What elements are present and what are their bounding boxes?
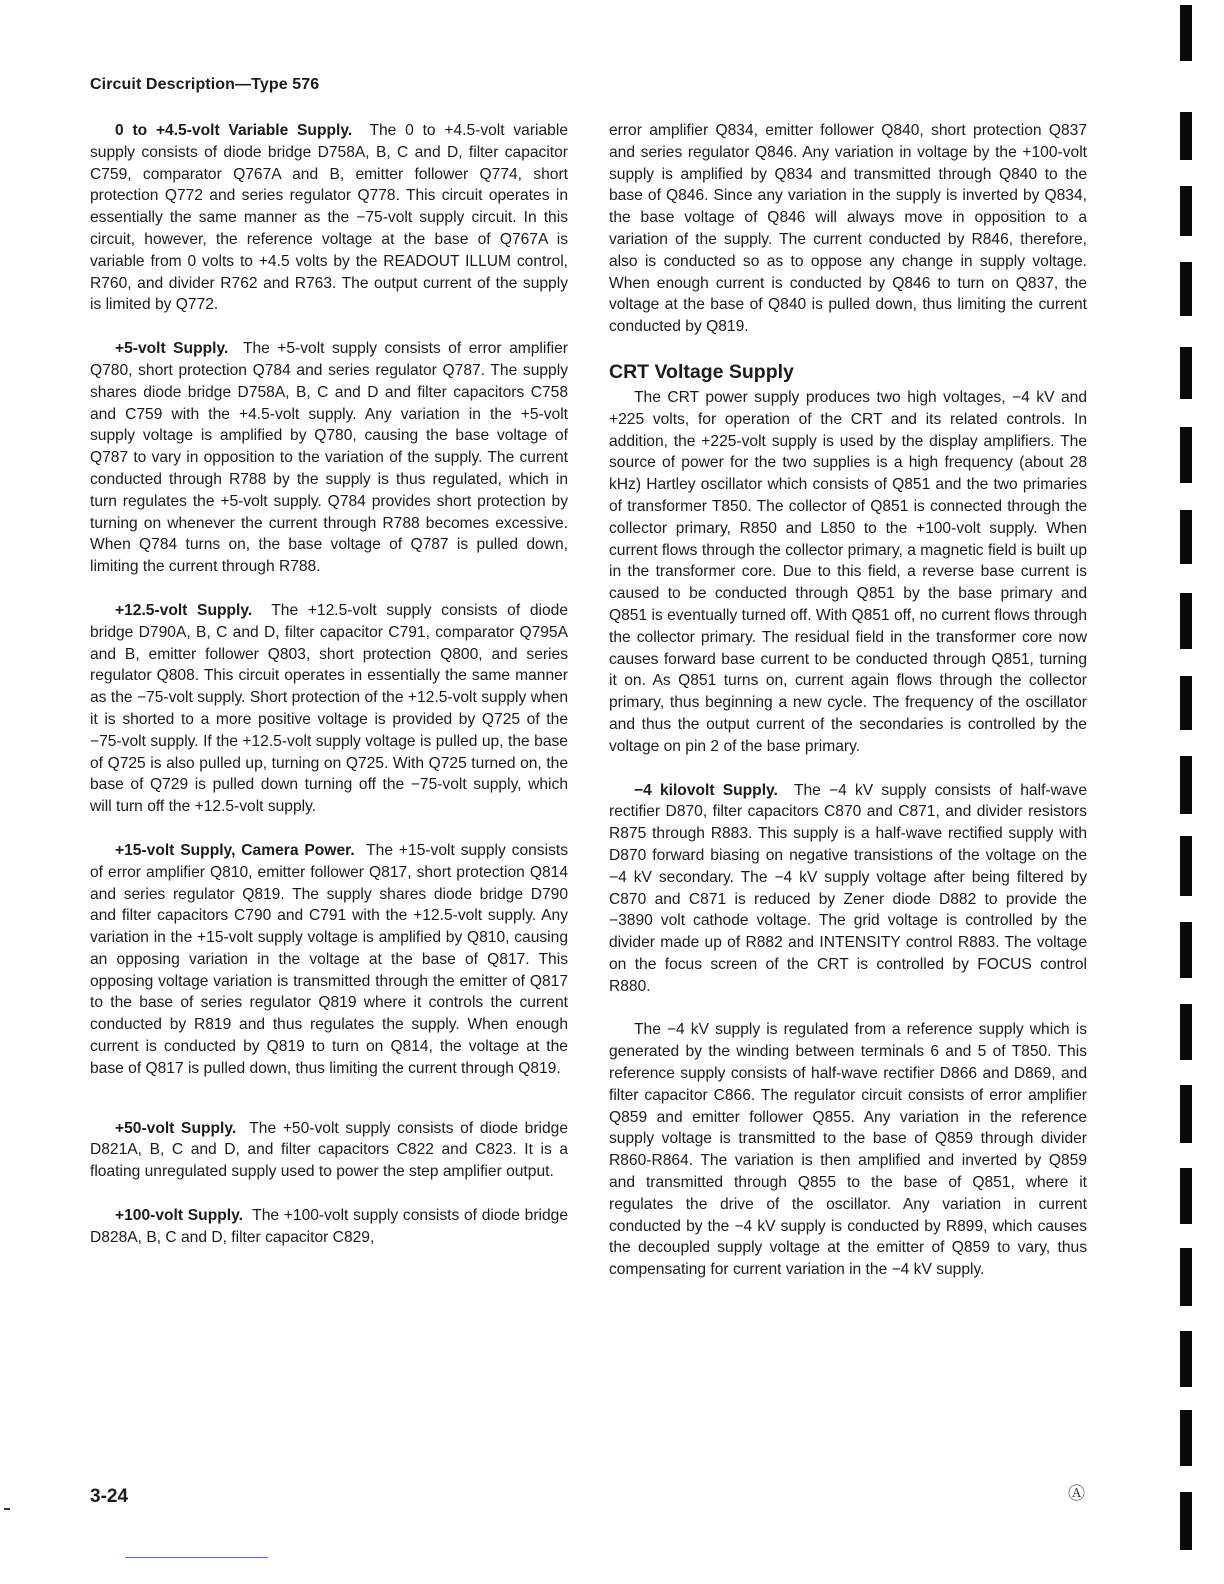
edge-index-bar: [1180, 676, 1192, 730]
edge-index-bar: [1180, 112, 1192, 160]
paragraph-lead: +12.5-volt Supply.: [115, 601, 253, 619]
paragraph-50v-supply: [90, 1118, 568, 1183]
paragraph-lead: +100-volt Supply.: [115, 1207, 243, 1225]
paragraph-text: The +5-volt supply consists of error amplifier Q780, short protection Q784 and series regulator Q787. The supply shares diode bridge D758A, B, C and D and filter capacitors C758 and C759 with the +4.5-volt supply. Any variation in the +5-volt supply voltage is amplified by Q780, causing the base voltage of Q787 to vary in opposition to the variation of the supply. The current conducted through R788 by the supply is thus regulated, which in turn regulates the +5-volt supply. Q784 provides short protection by turning on whenever the current through R788 becomes excessive. When Q784 turns on, the base voltage of Q787 is pulled down, limiting the current through R788.: [90, 340, 568, 576]
edge-index-bar: [1180, 1004, 1192, 1060]
left-column: [90, 120, 568, 1249]
paragraph-lead: −4 kilovolt Supply.: [634, 781, 778, 799]
paragraph-crt-supply: The CRT power supply produces two high voltages, −4 kV and +225 volts, for operation of the CRT and its related controls. In addition, the +225-volt supply is used by the display amplifiers. The source of power for the two supplies is a high frequency (about 28 kHz) Hartley oscillator which consists of Q851 and the two primaries of transformer T850. The collector of Q851 is connected through the collector primary, R850 and L850 to the +100-volt supply. When current flows through the collector primary, a magnetic field is built up in the transformer core. Due to this field, a reverse base current is caused to be conducted through Q851 by the base primary and Q851 is eventually turned off. With Q851 off, no current flows through the collector primary. The residual field in the transformer core now causes forward base current to be conducted through Q851, turning it on. As Q851 turns on, current again flows through the collector primary, thus beginning a new cycle. The frequency of the oscillator and thus the output current of the secondaries is controlled by the voltage on pin 2 of the base primary.: [609, 388, 1087, 755]
edge-index-bar: [1180, 1410, 1192, 1466]
edge-index-bar: [1180, 836, 1192, 896]
edge-index-bar: [1180, 5, 1192, 61]
paragraph-12-5v-supply: [90, 600, 568, 818]
paragraph-100v-continued: error amplifier Q834, emitter follower Q840, short protection Q837 and series regulator Q846. Any variation in voltage by the +100-volt supply is amplified by Q834 and transmitted through Q840 to the base of Q846. Since any variation in the supply is inverted by Q834, the base voltage of Q846 will always move in opposition to a variation of the supply. The current conducted by R846, therefore, also is conducted so as to oppose any change in supply voltage. When enough current is conducted by Q846 to turn on Q837, the voltage at the base of Q840 is pulled down, thus limiting the current conducted by Q819.: [609, 122, 1087, 336]
right-column: [609, 120, 1087, 1281]
paragraph-text: The 0 to +4.5-volt variable supply consists of diode bridge D758A, B, C and D, filter capacitor C759, comparator Q767A and B, emitter follower Q774, short protection Q772 and series regulator Q778. This circuit operates in essentially the same manner as the −75-volt supply circuit. In this circuit, however, the reference voltage at the base of Q767A is variable from 0 volts to +4.5 volts by the READOUT ILLUM control, R760, and divider R762 and R763. The output current of the supply is limited by Q772.: [90, 122, 568, 314]
footer-rule: [125, 1557, 268, 1558]
paragraph-lead: +50-volt Supply.: [115, 1119, 237, 1137]
edge-index-bar: [1180, 1248, 1192, 1306]
paragraph-variable-supply: [90, 120, 568, 316]
page-number: 3-24: [90, 1486, 129, 1507]
paragraph-4kv-supply: [609, 780, 1087, 998]
edge-index-bar: [1180, 593, 1192, 649]
paragraph-text: The +15-volt supply consists of error amplifier Q810, emitter follower Q817, short protection Q814 and series regulator Q819. The supply shares diode bridge D790 and filter capacitors C790 and C791 with the +12.5-volt supply. Any variation in the +15-volt supply voltage is amplified by Q810, causing an opposing variation in the voltage at the base of Q817. This opposing voltage variation is transmitted through the emitter of Q817 to the base of series regulator Q819 where it controls the current conducted by R819 and thus regulates the supply. When enough current is conducted by Q819 to turn on Q814, the voltage at the base of Q817 is pulled down, thus limiting the current through Q819.: [90, 841, 568, 1077]
paragraph-lead: 0 to +4.5-volt Variable Supply.: [115, 122, 353, 139]
paragraph-text: The +12.5-volt supply consists of diode bridge D790A, B, C and D, filter capacitor C791, comparator Q795A and B, emitter follower Q803, short protection Q800, and series regulator Q808. This circuit operates in essentially the same manner as the −75-volt supply. Short protection of the +12.5-volt supply when it is shorted to a more positive voltage is provided by Q725 of the −75-volt supply. If the +12.5-volt supply voltage is pulled up, the base of Q725 is also pulled up, turning on Q725. With Q725 turned on, the base of Q729 is pulled down turning off the −75-volt supply, which will turn off the +12.5-volt supply.: [90, 601, 568, 816]
paragraph-lead: +15-volt Supply, Camera Power.: [115, 841, 355, 859]
edge-index-bar: [1180, 1331, 1192, 1387]
paragraph-4kv-regulation: The −4 kV supply is regulated from a reference supply which is generated by the winding between terminals 6 and 5 of T850. This reference supply consists of half-wave rectifier D866 and D869, and filter capacitor C866. The regulator circuit consists of error amplifier Q859 and emitter follower Q855. Any variation in the reference supply voltage is transmitted to the base of Q859 through divider R860-R864. The variation is then amplified and inverted by Q859 and transmitted through Q855 to the base of Q851, where it regulates the drive of the oscillator. Any variation in current conducted by the −4 kV supply is conducted by R899, which causes the decoupled supply voltage at the emitter of Q859 to vary, thus compensating for current variation in the −4 kV supply.: [609, 1021, 1087, 1279]
edge-index-bar: [1180, 1492, 1192, 1550]
paragraph-15v-supply: [90, 840, 568, 1080]
edge-index-bar: [1180, 347, 1192, 399]
paragraph-text: The +50-volt supply consists of diode bridge D821A, B, C and D, and filter capacitors C822 and C823. It is a floating unregulated supply used to power the step amplifier output.: [90, 1119, 569, 1181]
section-heading-crt: CRT Voltage Supply: [609, 360, 794, 383]
edge-index-bar: [1180, 186, 1192, 236]
page-header: Circuit Description—Type 576: [90, 76, 320, 93]
paragraph-100v-supply: [90, 1205, 568, 1249]
edge-index-bar: [1180, 427, 1192, 483]
edge-index-bar: [1180, 922, 1192, 978]
edge-index-bar: [1180, 1085, 1192, 1143]
revision-mark: Ⓐ: [1068, 1484, 1085, 1503]
edge-index-bar: [1180, 1168, 1192, 1224]
edge-index-bar: [1180, 756, 1192, 814]
paragraph-lead: +5-volt Supply.: [115, 340, 229, 358]
margin-tick: [4, 1508, 10, 1510]
paragraph-text: The −4 kV supply consists of half-wave rectifier D870, filter capacitors C870 and C871, and divider resistors R875 through R883. This supply is a half-wave rectified supply with D870 forward biasing on negative transistions of the voltage on the −4 kV secondary. The −4 kV supply voltage after being filtered by C870 and C871 is reduced by Zener diode D882 to provide the −3890 volt cathode voltage. The grid voltage is controlled by the divider made up of R882 and INTENSITY control R883. The voltage on the focus screen of the CRT is controlled by FOCUS control R880.: [609, 781, 1087, 995]
paragraph-text: The +100-volt supply consists of diode bridge D828A, B, C and D, filter capacitor C829,: [90, 1207, 569, 1246]
paragraph-5v-supply: [90, 338, 568, 578]
edge-index-bar: [1180, 510, 1192, 564]
edge-index-bar: [1180, 262, 1192, 316]
